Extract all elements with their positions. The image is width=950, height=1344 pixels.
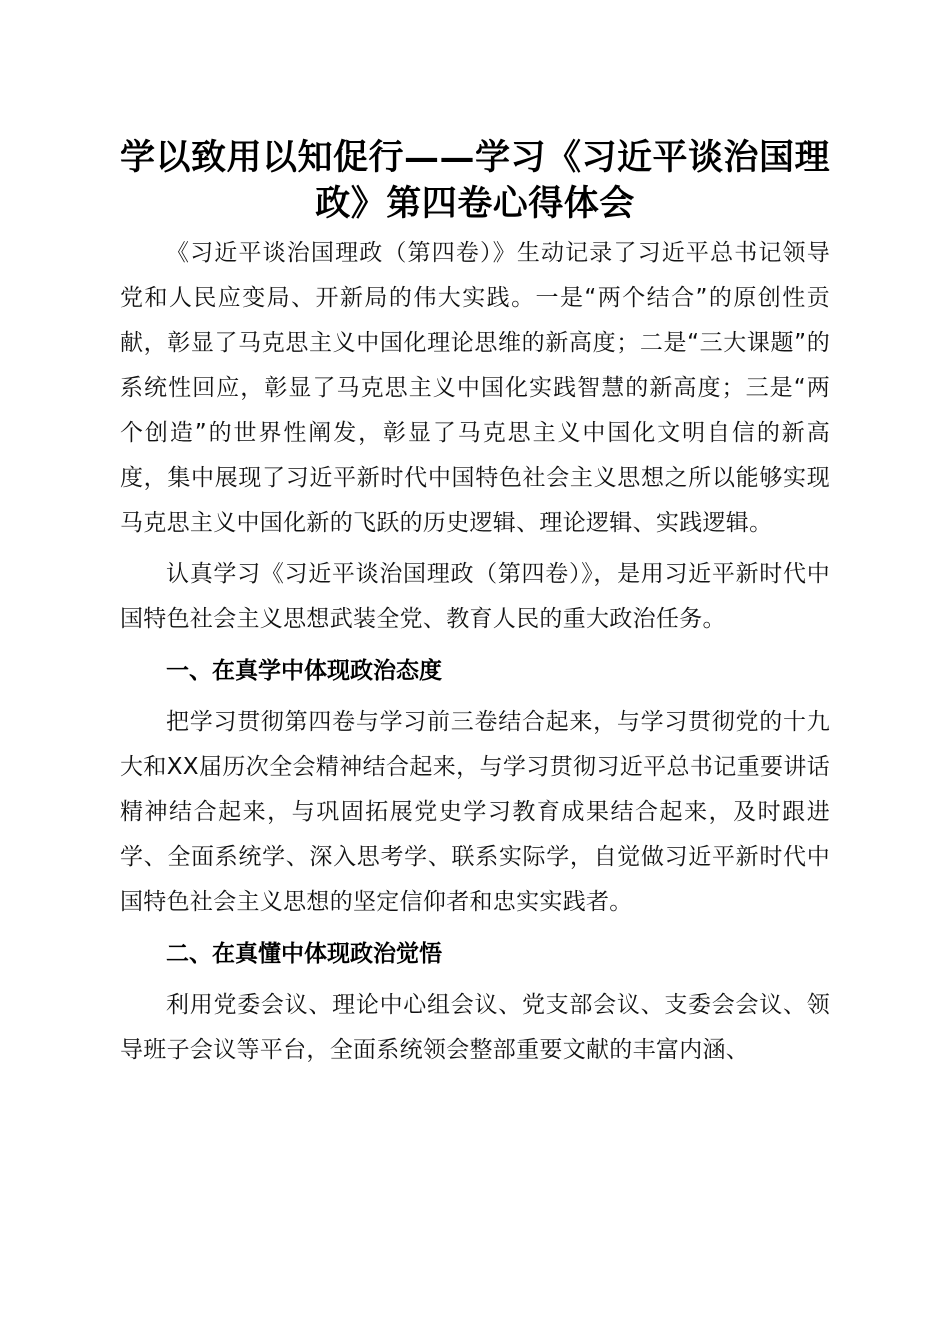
intro-paragraph: 《习近平谈治国理政（第四卷）》生动记录了习近平总书记领导党和人民应变局、开新局的伟大实践。一是“两个结合”的原创性贡献，彰显了马克思主义中国化理论思维的新高度；二是“三大课题”的系统性回应，彰显了马克思主义中国化实践智慧的新高度；三是“两个创造”的世界性阐发，彰显了马克思主义中国化文明自信的新高度，集中展现了习近平新时代中国特色社会主义思想之所以能够实现马克思主义中国化新的飞跃的历史逻辑、理论逻辑、实践逻辑。 <box>120 240 830 536</box>
study-task-paragraph: 认真学习《习近平谈治国理政（第四卷）》，是用习近平新时代中国特色社会主义思想武装全党、教育人民的重大政治任务。 <box>120 561 830 632</box>
document-title: 学以致用以知促行——学习《习近平谈治国理政》第四卷心得体会 <box>120 137 831 224</box>
section-1-heading: 一、在真学中体现政治态度 <box>166 658 442 684</box>
section-2-heading: 二、在真懂中体现政治觉悟 <box>166 941 442 967</box>
document-content <box>120 135 830 1079</box>
section-1-body: 把学习贯彻第四卷与学习前三卷结合起来，与学习贯彻党的十九大和XX届历次全会精神结合起来，与学习贯彻习近平总书记重要讲话精神结合起来，与巩固拓展党史学习教育成果结合起来，及时跟进学、全面系统学、深入思考学、联系实际学，自觉做习近平新时代中国特色社会主义思想的坚定信仰者和忠实实践者。 <box>120 709 830 915</box>
section-2-body: 利用党委会议、理论中心组会议、党支部会议、支委会会议、领导班子会议等平台，全面系统领会整部重要文献的丰富内涵、 <box>120 992 830 1063</box>
